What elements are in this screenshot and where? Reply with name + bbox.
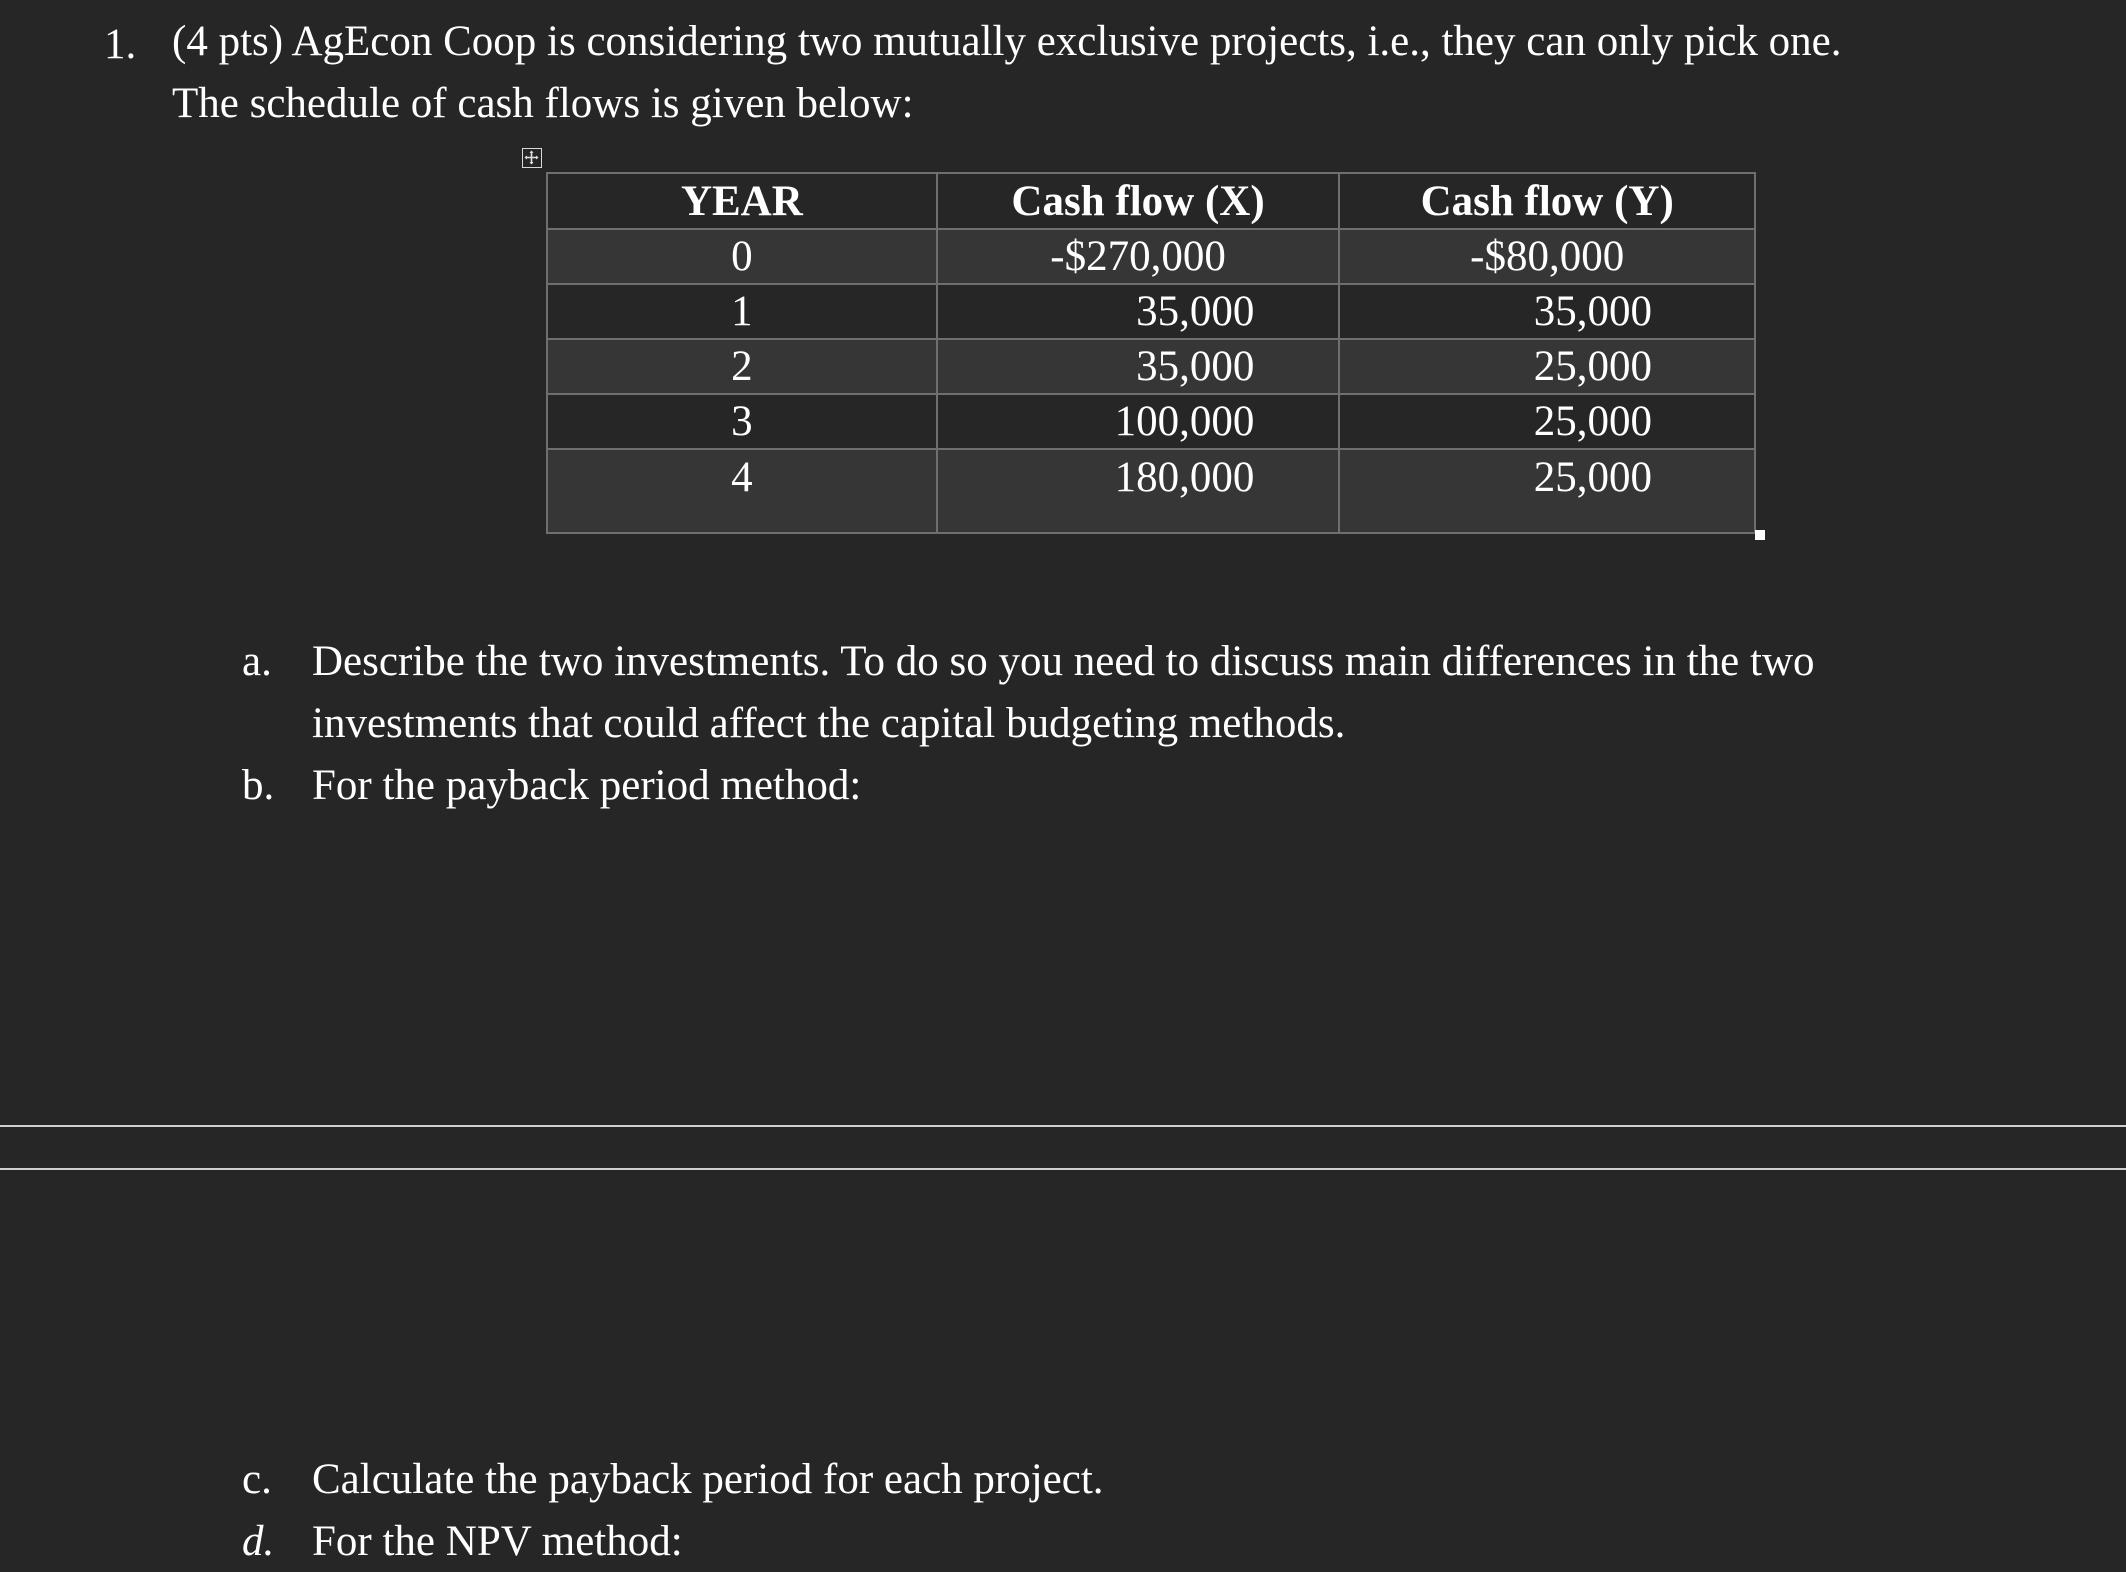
- cell-cash-flow-x: 35,000: [937, 284, 1340, 339]
- part-b-text: For the payback period method:: [312, 762, 862, 809]
- cell-year: 3: [547, 394, 937, 449]
- table-row: [547, 394, 1755, 449]
- table-row: [547, 449, 1755, 533]
- question-text-line2: The schedule of cash flows is given below:: [172, 80, 914, 127]
- part-a-text-line2: investments that could affect the capital budgeting methods.: [312, 700, 1346, 747]
- cell-cash-flow-x: 180,000: [937, 449, 1340, 533]
- part-a-text-line1: Describe the two investments. To do so you need to discuss main differences in the two: [312, 638, 1815, 685]
- table-move-handle-icon[interactable]: [522, 148, 542, 168]
- header-year: YEAR: [547, 173, 937, 229]
- cell-cash-flow-x: 35,000: [937, 339, 1340, 394]
- table-row: [547, 339, 1755, 394]
- header-cash-flow-x: Cash flow (X): [937, 173, 1340, 229]
- cell-cash-flow-x: 100,000: [937, 394, 1340, 449]
- question-text-line1: (4 pts) AgEcon Coop is considering two mutually exclusive projects, i.e., they can only pick one.: [172, 18, 1842, 65]
- table-header-row: [547, 173, 1755, 229]
- cell-year: 1: [547, 284, 937, 339]
- cell-cash-flow-y: -$80,000: [1339, 229, 1755, 284]
- cash-flow-table: [546, 172, 1756, 534]
- cell-year: 2: [547, 339, 937, 394]
- cell-cash-flow-y: 35,000: [1339, 284, 1755, 339]
- cell-year: 0: [547, 229, 937, 284]
- table-row: [547, 284, 1755, 339]
- part-d-label: d.: [242, 1518, 275, 1565]
- cell-cash-flow-y: 25,000: [1339, 339, 1755, 394]
- table-resize-handle[interactable]: [1755, 530, 1765, 540]
- cell-cash-flow-y: 25,000: [1339, 449, 1755, 533]
- question-number: 1.: [104, 21, 137, 68]
- part-c-label: c.: [242, 1456, 272, 1503]
- part-b-label: b.: [242, 762, 275, 809]
- cell-cash-flow-y: 25,000: [1339, 394, 1755, 449]
- part-a-label: a.: [242, 638, 272, 685]
- cell-cash-flow-x: -$270,000: [937, 229, 1340, 284]
- part-d-text: For the NPV method:: [312, 1518, 683, 1565]
- table-row: [547, 229, 1755, 284]
- cell-year: 4: [547, 449, 937, 533]
- part-c-text: Calculate the payback period for each project.: [312, 1456, 1104, 1503]
- horizontal-divider: [0, 1168, 2126, 1170]
- part-a-continued: [312, 702, 1345, 745]
- horizontal-divider: [0, 1125, 2126, 1127]
- header-cash-flow-y: Cash flow (Y): [1339, 173, 1755, 229]
